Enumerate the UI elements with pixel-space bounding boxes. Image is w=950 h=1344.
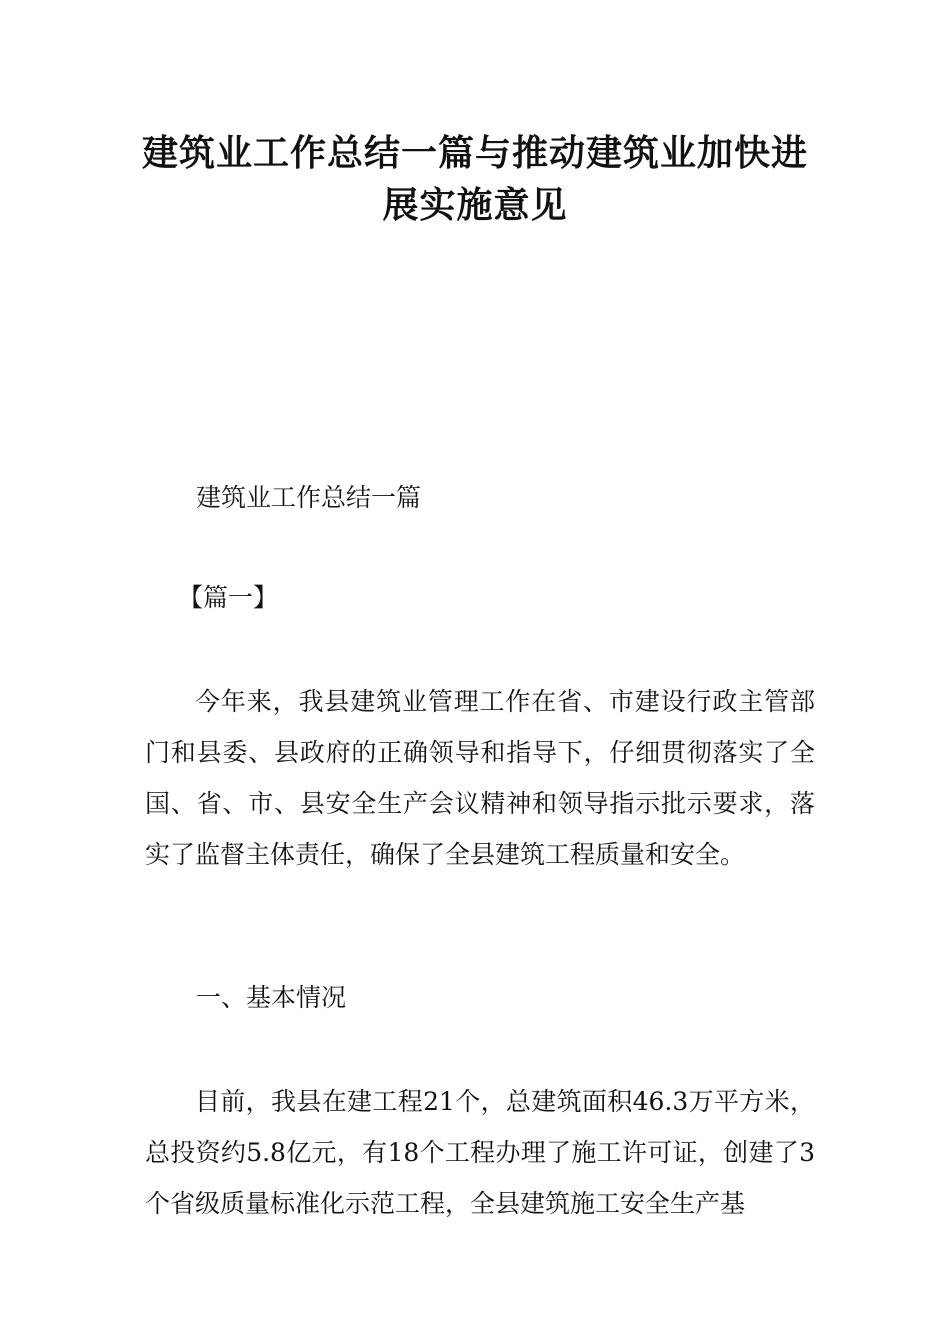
title-line-2: 展实施意见 — [382, 185, 568, 226]
document-subtitle: 建筑业工作总结一篇 — [196, 483, 422, 512]
paragraph-basic-situation: 目前，我县在建工程21个，总建筑面积46.3万平方米，总投资约5.8亿元，有18个工程办理了施工许可证，创建了3个省级质量标准化示范工程，全县建筑施工安全生产基 — [145, 1087, 815, 1218]
document-title — [60, 128, 890, 232]
paragraph-intro: 今年来，我县建筑业管理工作在省、市建设行政主管部门和县委、县政府的正确领导和指导下，仔细贯彻落实了全国、省、市、县安全生产会议精神和领导指示批示要求，落实了监督主体责任，确保了全县建筑工程质量和安全。 — [145, 687, 815, 869]
section-mark: 【篇一】 — [178, 583, 279, 612]
section-heading-basic-situation: 一、基本情况 — [196, 983, 347, 1012]
title-line-1: 建筑业工作总结一篇与推动建筑业加快进 — [141, 133, 808, 174]
